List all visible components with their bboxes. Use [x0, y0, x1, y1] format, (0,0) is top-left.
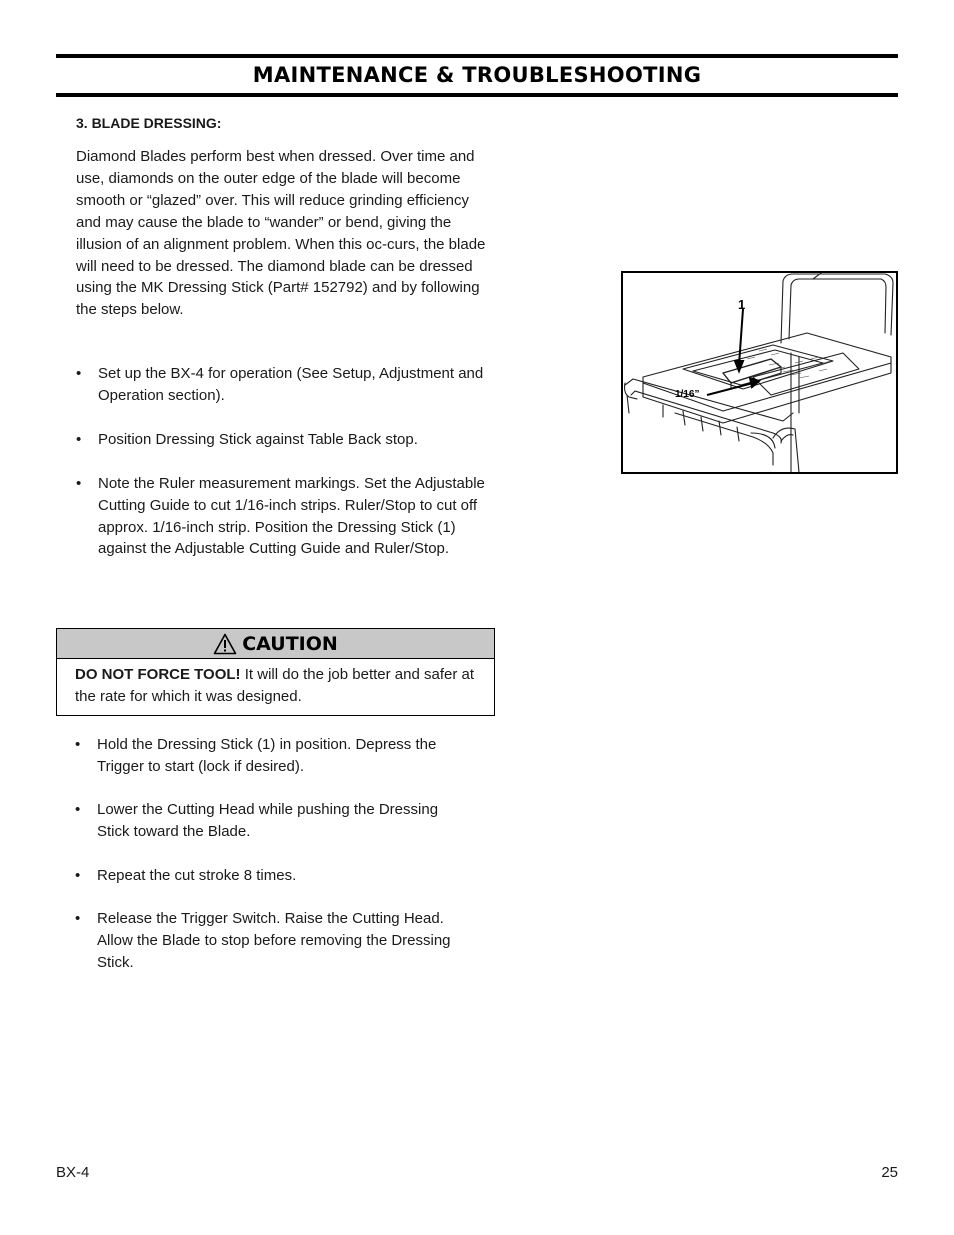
callout-measure-label: 1/16”	[675, 389, 700, 400]
footer-model: BX-4	[56, 1164, 90, 1181]
steps-list-before	[76, 363, 496, 582]
section-heading: 3. BLADE DRESSING:	[76, 115, 222, 131]
list-item: • Note the Ruler measurement markings. Set the Adjustable Cutting Guide to cut 1/16-inch strips. Ruler/Stop to cut off approx. 1/16-inch strip. Position the Dressing Stick (1) against the Adjustable Cutting Guide and Ruler/Stop.	[76, 473, 496, 561]
list-item: • Repeat the cut stroke 8 times.	[75, 865, 455, 887]
dressing-stick-figure	[621, 271, 898, 474]
page-number: 25	[881, 1164, 898, 1181]
list-item: • Lower the Cutting Head while pushing the Dressing Stick toward the Blade.	[75, 799, 455, 843]
callout-1-label: 1	[738, 297, 746, 312]
caution-body	[57, 659, 494, 708]
header-rule-bottom	[56, 93, 898, 97]
saw-illustration	[623, 273, 896, 472]
list-item: • Release the Trigger Switch. Raise the Cutting Head. Allow the Blade to stop before removing the Dressing Stick.	[75, 908, 455, 974]
caution-title: CAUTION	[242, 632, 338, 655]
list-item: • Position Dressing Stick against Table Back stop.	[76, 429, 496, 451]
caution-box	[56, 628, 495, 716]
intro-paragraph: Diamond Blades perform best when dressed. Over time and use, diamonds on the outer edge of the blade will become smooth or “glazed” over. This will reduce grinding efficiency and may cause the blade to “wander” or bend, giving the illusion of an alignment problem. When this oc-curs, the blade will need to be dressed. The diamond blade can be dressed using the MK Dressing Stick (Part# 152792) and by following the steps below.	[76, 148, 486, 319]
header-rule-top	[56, 54, 898, 58]
page-title: MAINTENANCE & TROUBLESHOOTING	[252, 63, 702, 87]
warning-triangle-icon	[213, 633, 237, 655]
list-item: • Hold the Dressing Stick (1) in position. Depress the Trigger to start (lock if desired).	[75, 734, 455, 778]
caution-text: It will do the job better and safer at the rate for which it was designed.	[75, 666, 475, 705]
caution-header	[57, 629, 494, 659]
caution-bold-text: DO NOT FORCE TOOL!	[75, 666, 241, 683]
list-item: • Set up the BX-4 for operation (See Setup, Adjustment and Operation section).	[76, 363, 496, 407]
steps-list-after	[75, 734, 455, 995]
